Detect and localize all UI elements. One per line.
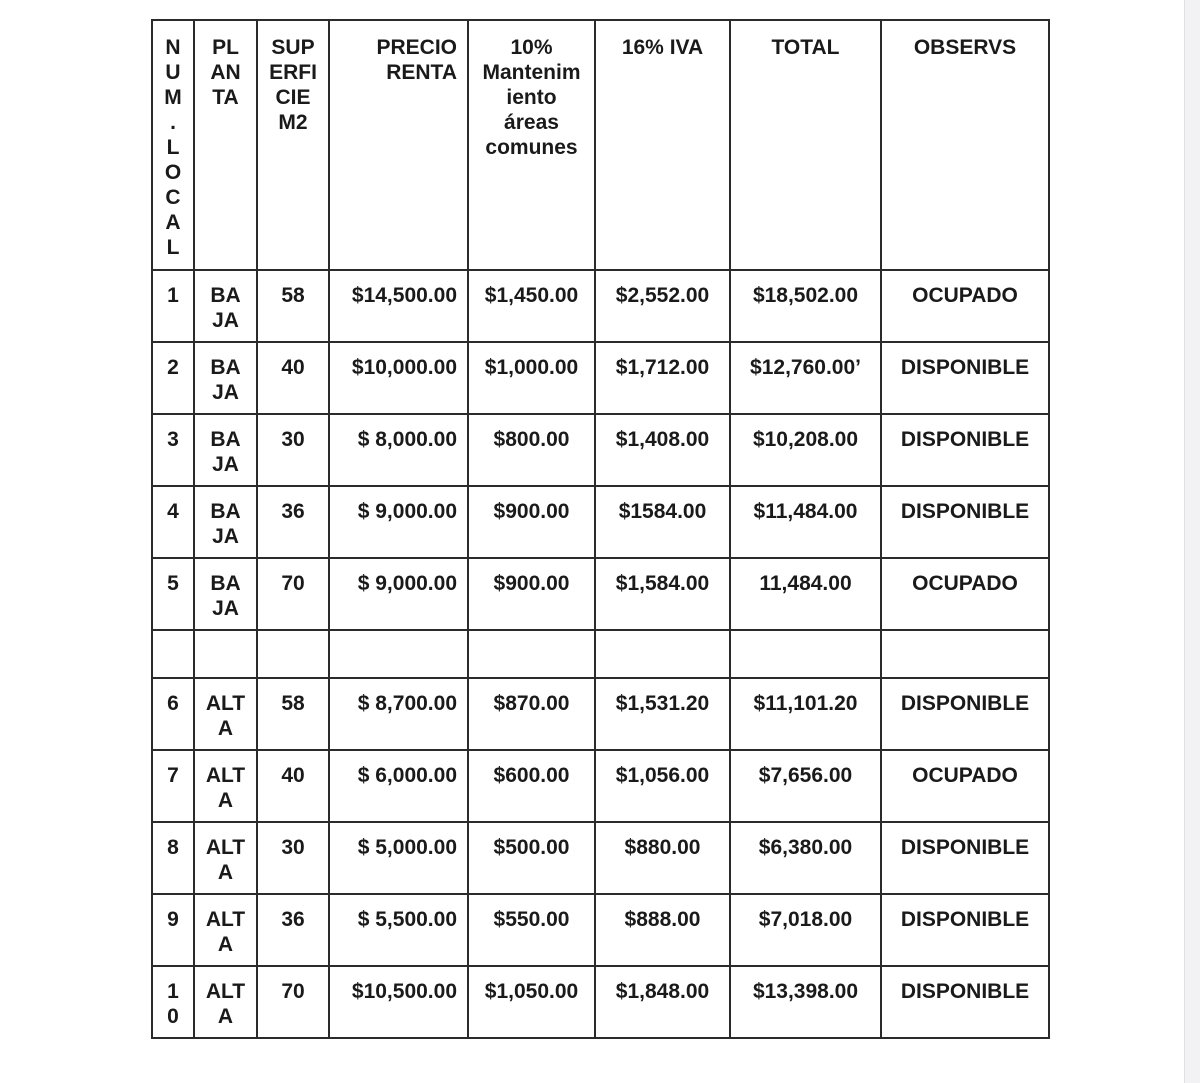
cell-iva: $1,056.00 [595, 750, 730, 822]
cell-precio-renta: $ 9,000.00 [329, 558, 468, 630]
cell-iva: $1,584.00 [595, 558, 730, 630]
header-line: M2 [278, 111, 308, 134]
cell-planta-line: A [217, 789, 234, 812]
cell-planta-line: A [217, 933, 234, 956]
header-superficie [257, 20, 329, 270]
cell-planta [194, 486, 257, 558]
cell-planta [194, 342, 257, 414]
cell-mantenimiento: $870.00 [468, 678, 595, 750]
header-line: . [170, 111, 176, 134]
cell-num-local [152, 342, 194, 414]
empty-cell [730, 630, 881, 678]
cell-iva: $1584.00 [595, 486, 730, 558]
cell-num-local-line: 7 [167, 764, 179, 787]
cell-planta-line: ALT [205, 908, 246, 931]
cell-total: $18,502.00 [730, 270, 881, 342]
header-line: TOTAL [771, 36, 840, 59]
header-line: SUP [271, 36, 315, 59]
header-line: CIE [275, 86, 311, 109]
cell-observs: DISPONIBLE [881, 486, 1049, 558]
empty-cell [152, 630, 194, 678]
cell-iva: $1,712.00 [595, 342, 730, 414]
cell-planta-line: JA [212, 525, 239, 548]
cell-planta [194, 558, 257, 630]
cell-planta-line: BA [210, 356, 241, 379]
cell-precio-renta: $ 5,500.00 [329, 894, 468, 966]
cell-mantenimiento: $550.00 [468, 894, 595, 966]
empty-cell [329, 630, 468, 678]
cell-total: $7,656.00 [730, 750, 881, 822]
cell-mantenimiento: $500.00 [468, 822, 595, 894]
cell-total: $10,208.00 [730, 414, 881, 486]
cell-num-local-line: 2 [167, 356, 179, 379]
cell-mantenimiento: $1,450.00 [468, 270, 595, 342]
cell-precio-renta: $ 9,000.00 [329, 486, 468, 558]
cell-num-local-line: 1 [167, 284, 179, 307]
cell-num-local [152, 414, 194, 486]
cell-superficie: 36 [257, 894, 329, 966]
cell-observs: DISPONIBLE [881, 966, 1049, 1038]
table-row [152, 486, 1049, 558]
cell-planta [194, 822, 257, 894]
cell-precio-renta: $10,000.00 [329, 342, 468, 414]
cell-observs: OCUPADO [881, 750, 1049, 822]
cell-planta-line: ALT [205, 836, 246, 859]
cell-superficie: 40 [257, 342, 329, 414]
cell-num-local-line: 9 [167, 908, 179, 931]
cell-num-local [152, 750, 194, 822]
cell-mantenimiento: $1,050.00 [468, 966, 595, 1038]
table-row [152, 966, 1049, 1038]
cell-num-local-line: 4 [167, 500, 179, 523]
header-line: ERFI [269, 61, 317, 84]
cell-observs: OCUPADO [881, 558, 1049, 630]
cell-superficie: 70 [257, 558, 329, 630]
cell-num-local [152, 678, 194, 750]
table-row [152, 678, 1049, 750]
header-line: 10% [510, 36, 553, 59]
cell-planta-line: ALT [205, 764, 246, 787]
header-line: OBSERVS [913, 36, 1017, 59]
cell-planta-line: ALT [205, 692, 246, 715]
cell-num-local-line: 0 [167, 1005, 179, 1028]
cell-observs: DISPONIBLE [881, 894, 1049, 966]
cell-num-local [152, 894, 194, 966]
table-row [152, 270, 1049, 342]
cell-total: $7,018.00 [730, 894, 881, 966]
cell-num-local-line: 3 [167, 428, 179, 451]
cell-iva: $888.00 [595, 894, 730, 966]
cell-total: 11,484.00 [730, 558, 881, 630]
header-line: iento [506, 86, 557, 109]
cell-superficie: 30 [257, 414, 329, 486]
header-line: AN [210, 61, 241, 84]
cell-iva: $1,531.20 [595, 678, 730, 750]
cell-observs: DISPONIBLE [881, 678, 1049, 750]
empty-cell [194, 630, 257, 678]
cell-superficie: 36 [257, 486, 329, 558]
cell-planta-line: JA [212, 453, 239, 476]
cell-precio-renta: $ 8,700.00 [329, 678, 468, 750]
cell-precio-renta: $ 5,000.00 [329, 822, 468, 894]
cell-num-local [152, 270, 194, 342]
cell-observs: DISPONIBLE [881, 414, 1049, 486]
cell-superficie: 58 [257, 270, 329, 342]
cell-mantenimiento: $1,000.00 [468, 342, 595, 414]
cell-planta-line: BA [210, 284, 241, 307]
cell-planta-line: A [217, 1005, 234, 1028]
header-total [730, 20, 881, 270]
cell-planta [194, 270, 257, 342]
cell-superficie: 58 [257, 678, 329, 750]
cell-num-local-line: 6 [167, 692, 179, 715]
cell-num-local-line: 1 [167, 980, 179, 1003]
cell-total: $13,398.00 [730, 966, 881, 1038]
cell-mantenimiento: $600.00 [468, 750, 595, 822]
header-iva [595, 20, 730, 270]
header-observs [881, 20, 1049, 270]
header-line: PL [212, 36, 239, 59]
cell-planta-line: BA [210, 428, 241, 451]
cell-mantenimiento: $900.00 [468, 486, 595, 558]
cell-planta-line: JA [212, 381, 239, 404]
header-line: L [166, 136, 180, 159]
cell-superficie: 40 [257, 750, 329, 822]
cell-superficie: 30 [257, 822, 329, 894]
header-line: comunes [485, 136, 578, 159]
cell-planta-line: BA [210, 572, 241, 595]
header-num-local [152, 20, 194, 270]
cell-planta [194, 414, 257, 486]
cell-num-local-line: 8 [167, 836, 179, 859]
header-line: PRECIO [376, 36, 457, 59]
cell-planta [194, 750, 257, 822]
cell-planta-line: BA [210, 500, 241, 523]
header-line: M [164, 86, 182, 109]
table-row [152, 414, 1049, 486]
cell-planta [194, 966, 257, 1038]
table-row [152, 822, 1049, 894]
empty-cell [595, 630, 730, 678]
cell-planta [194, 678, 257, 750]
header-line: A [165, 211, 181, 234]
cell-total: $11,101.20 [730, 678, 881, 750]
cell-planta-line: JA [212, 597, 239, 620]
cell-mantenimiento: $800.00 [468, 414, 595, 486]
cell-precio-renta: $ 8,000.00 [329, 414, 468, 486]
cell-iva: $1,408.00 [595, 414, 730, 486]
header-line: C [165, 186, 181, 209]
empty-cell [257, 630, 329, 678]
header-line: U [165, 61, 181, 84]
cell-observs: DISPONIBLE [881, 822, 1049, 894]
table-row [152, 342, 1049, 414]
cell-planta-line: JA [212, 309, 239, 332]
header-line: L [166, 236, 180, 259]
header-line: RENTA [386, 61, 457, 84]
header-line: áreas [504, 111, 559, 134]
cell-num-local [152, 966, 194, 1038]
cell-planta [194, 894, 257, 966]
empty-separator-row [152, 630, 1049, 678]
table-row [152, 894, 1049, 966]
table-body [152, 270, 1049, 1038]
empty-cell [881, 630, 1049, 678]
header-row [152, 20, 1049, 270]
rent-table [151, 19, 1050, 1039]
cell-num-local [152, 558, 194, 630]
cell-num-local [152, 486, 194, 558]
cell-planta-line: A [217, 717, 234, 740]
table-row [152, 558, 1049, 630]
header-line: TA [212, 86, 239, 109]
cell-precio-renta: $14,500.00 [329, 270, 468, 342]
header-mantenimiento [468, 20, 595, 270]
header-line: O [164, 161, 182, 184]
cell-iva: $2,552.00 [595, 270, 730, 342]
cell-num-local [152, 822, 194, 894]
cell-precio-renta: $ 6,000.00 [329, 750, 468, 822]
cell-num-local-line: 5 [167, 572, 179, 595]
header-line: Mantenim [482, 61, 581, 84]
cell-iva: $880.00 [595, 822, 730, 894]
cell-mantenimiento: $900.00 [468, 558, 595, 630]
header-line: 16% IVA [621, 36, 704, 59]
header-planta [194, 20, 257, 270]
table-row [152, 750, 1049, 822]
cell-observs: OCUPADO [881, 270, 1049, 342]
header-line: N [165, 36, 181, 59]
cell-total: $11,484.00 [730, 486, 881, 558]
cell-total: $6,380.00 [730, 822, 881, 894]
cell-planta-line: A [217, 861, 234, 884]
cell-iva: $1,848.00 [595, 966, 730, 1038]
cell-observs: DISPONIBLE [881, 342, 1049, 414]
header-precio-renta [329, 20, 468, 270]
cell-superficie: 70 [257, 966, 329, 1038]
empty-cell [468, 630, 595, 678]
cell-total: $12,760.00’ [730, 342, 881, 414]
cell-precio-renta: $10,500.00 [329, 966, 468, 1038]
cell-planta-line: ALT [205, 980, 246, 1003]
